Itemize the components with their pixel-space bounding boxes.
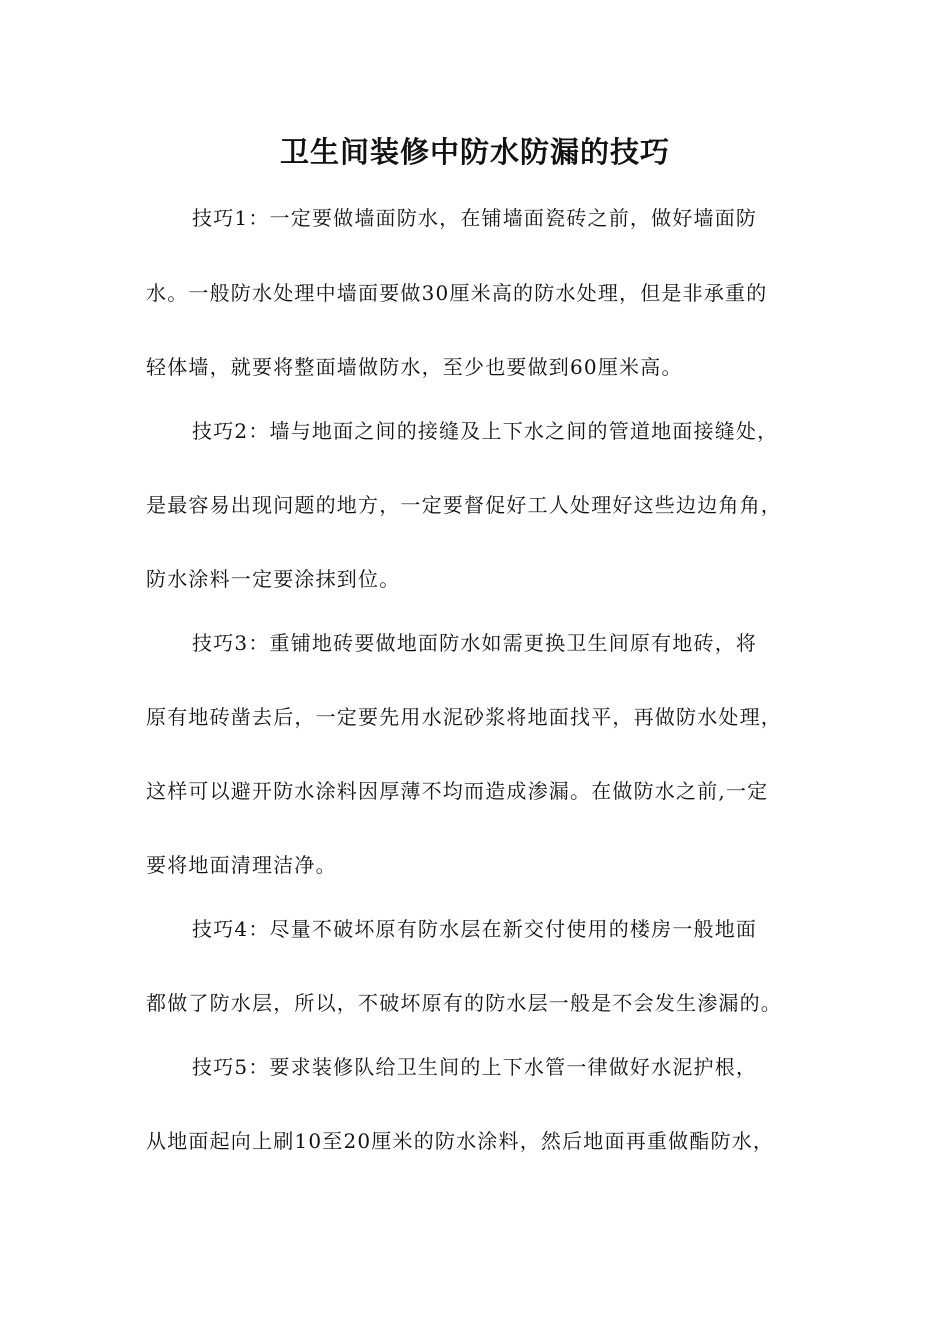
paragraph-1-line-3: 轻体墙，就要将整面墙做防水，至少也要做到60厘米高。	[146, 355, 683, 379]
paragraph-3-line-4: 要将地面清理洁净。	[146, 853, 337, 877]
paragraph-2-line-1: 技巧2：墙与地面之间的接缝及上下水之间的管道地面接缝处，	[192, 419, 779, 443]
paragraph-2-line-2: 是最容易出现问题的地方，一定要督促好工人处理好这些边边角角，	[146, 493, 782, 517]
paragraph-1-line-1: 技巧1：一定要做墙面防水，在铺墙面瓷砖之前，做好墙面防	[192, 206, 758, 230]
paragraph-5-line-1: 技巧5：要求装修队给卫生间的上下水管一律做好水泥护根，	[192, 1055, 758, 1079]
paragraph-3-line-1: 技巧3：重铺地砖要做地面防水如需更换卫生间原有地砖，将	[192, 631, 758, 655]
paragraph-3-line-3: 这样可以避开防水涂料因厚薄不均而造成渗漏。在做防水之前,一定	[146, 779, 769, 803]
paragraph-4-line-2: 都做了防水层，所以，不破坏原有的防水层一般是不会发生渗漏的。	[146, 991, 782, 1015]
paragraph-3-line-2: 原有地砖凿去后，一定要先用水泥砂浆将地面找平，再做防水处理，	[146, 705, 782, 729]
paragraph-2-line-3: 防水涂料一定要涂抹到位。	[146, 567, 401, 591]
document-title: 卫生间装修中防水防漏的技巧	[279, 135, 670, 169]
paragraph-5-line-2: 从地面起向上刷10至20厘米的防水涂料，然后地面再重做酯防水，	[146, 1129, 775, 1153]
paragraph-4-line-1: 技巧4：尽量不破坏原有防水层在新交付使用的楼房一般地面	[192, 917, 758, 941]
paragraph-1-line-2: 水。一般防水处理中墙面要做30厘米高的防水处理，但是非承重的	[146, 281, 768, 305]
